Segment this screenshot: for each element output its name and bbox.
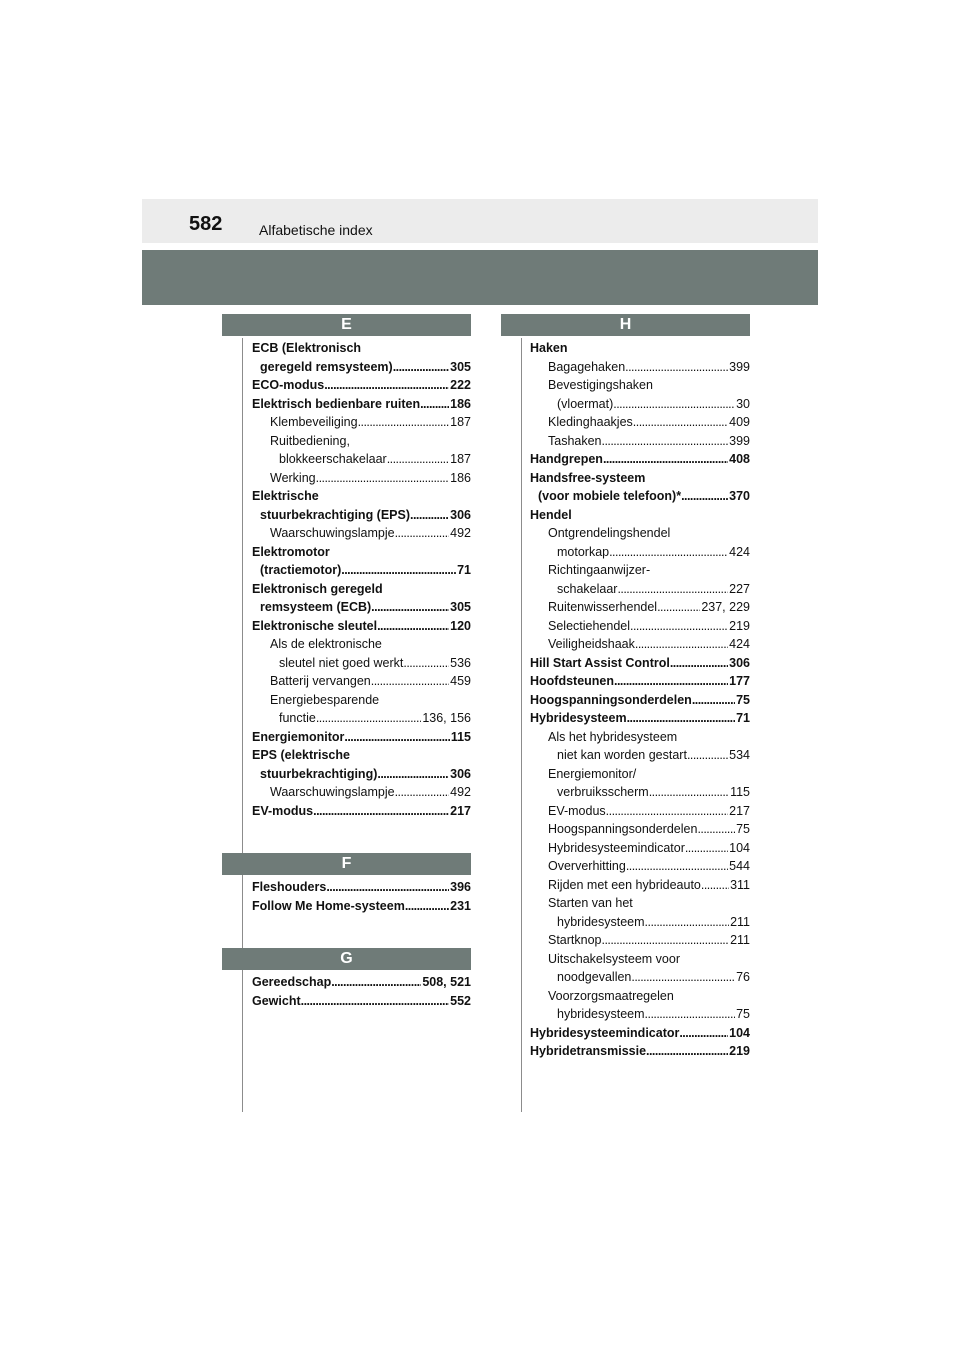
entry-page: 305 (450, 600, 471, 614)
leader-dots (631, 968, 735, 987)
leader-dots (633, 413, 728, 432)
entry-term: Uitschakelsysteem voor (548, 951, 680, 966)
leader-dots (420, 395, 449, 414)
index-entry (252, 635, 471, 654)
page-title: Alfabetische index (259, 222, 373, 238)
entry-page: 177 (729, 674, 750, 688)
section-h (501, 314, 750, 1061)
entry-page: 187 (450, 452, 471, 466)
entry-term: Werking (270, 470, 316, 485)
entry-term: Hoogspanningsonderdelen (530, 692, 692, 707)
leader-dots (645, 913, 730, 932)
index-entry (252, 395, 471, 414)
entry-term: Handsfree-systeem (530, 470, 646, 485)
index-entry (530, 598, 750, 617)
leader-dots (395, 783, 450, 802)
entry-term: noodgevallen (557, 970, 632, 984)
leader-dots (635, 635, 728, 654)
leader-dots (301, 992, 450, 1011)
entry-term: stuurbekrachtiging (EPS) (260, 507, 411, 522)
entry-page: 534 (729, 748, 750, 762)
index-entry (530, 746, 750, 765)
index-entry (530, 543, 750, 562)
entry-list (222, 878, 471, 915)
entry-page: 211 (730, 933, 750, 947)
entry-page: 306 (450, 507, 471, 522)
leader-dots (617, 580, 728, 599)
entry-term: Selectiehendel (548, 618, 631, 633)
index-entry (530, 654, 750, 673)
entry-page: 306 (729, 655, 750, 670)
entry-term: Als het hybridesysteem (548, 729, 678, 744)
entry-term: verbruiksscherm (557, 785, 649, 799)
entry-page: 115 (450, 729, 471, 744)
leader-dots (670, 654, 728, 673)
entry-term: blokkeerschakelaar (279, 452, 387, 466)
entry-term: Oververhitting (548, 859, 626, 873)
leader-dots (646, 1042, 728, 1061)
entry-term: Elektrische (252, 489, 319, 503)
entry-term: ECO-modus (252, 378, 325, 392)
entry-term: geregeld remsysteem) (260, 359, 393, 374)
index-entry (530, 894, 750, 913)
index-entry (252, 358, 471, 377)
section-letter: G (222, 948, 471, 970)
index-entry (530, 913, 750, 932)
leader-dots (697, 820, 735, 839)
index-entry (252, 561, 471, 580)
entry-term: motorkap (557, 544, 610, 559)
entry-page: 311 (730, 877, 750, 892)
entry-term: Rijden met een hybrideauto (548, 877, 701, 892)
entry-term: EV-modus (252, 803, 314, 818)
entry-term: EV-modus (548, 803, 606, 818)
entry-page: 396 (450, 880, 471, 894)
index-entry (530, 635, 750, 654)
index-entry (530, 839, 750, 858)
leader-dots (602, 432, 729, 451)
entry-term: Als de elektronische (270, 637, 382, 651)
index-entry (530, 487, 750, 506)
index-entry (530, 395, 750, 414)
leader-dots (603, 450, 728, 469)
entry-term: Startknop (548, 933, 602, 947)
index-entry (252, 992, 471, 1011)
leader-dots (316, 469, 450, 488)
leader-dots (606, 802, 728, 821)
index-entry (252, 487, 471, 506)
leader-dots (649, 783, 729, 802)
entry-term: Follow Me Home-systeem (252, 898, 405, 913)
entry-page: 75 (736, 1007, 750, 1021)
entry-term: (voor mobiele telefoon)* (538, 489, 682, 503)
index-entry (530, 617, 750, 636)
index-entry (530, 450, 750, 469)
entry-term: Hybridesysteemindicator (530, 1025, 680, 1040)
entry-term: Waarschuwingslampje (270, 526, 395, 540)
entry-page: 104 (729, 840, 750, 855)
entry-page: 75 (736, 822, 750, 836)
entry-term: Ruitenwisserhendel (548, 600, 658, 614)
entry-page: 217 (729, 803, 750, 818)
entry-page: 536 (450, 655, 471, 670)
index-entry (530, 432, 750, 451)
entry-page: 237, 229 (701, 600, 750, 614)
leader-dots (344, 728, 449, 747)
entry-term: (tractiemotor) (260, 563, 342, 577)
page-header (142, 199, 818, 243)
leader-dots (324, 376, 449, 395)
entry-page: 399 (729, 359, 750, 374)
entry-term: Waarschuwingslampje (270, 785, 395, 799)
entry-page: 217 (450, 803, 471, 818)
index-entry (530, 765, 750, 784)
entry-term: Gereedschap (252, 975, 332, 989)
leader-dots (679, 1024, 728, 1043)
entry-term: schakelaar (557, 581, 618, 596)
entry-page: 211 (730, 914, 750, 929)
entry-page: 492 (450, 785, 471, 799)
entry-term: ECB (Elektronisch (252, 341, 362, 355)
entry-page: 544 (729, 859, 750, 873)
entry-page: 399 (729, 433, 750, 448)
entry-term: sleutel niet goed werkt (279, 655, 404, 670)
entry-term: Elektrisch bedienbare ruiten (252, 396, 421, 411)
entry-term: Kledinghaakjes (548, 415, 633, 429)
entry-term: Elektronische sleutel (252, 618, 378, 633)
entry-term: Elektromotor (252, 544, 330, 559)
leader-dots (358, 413, 450, 432)
index-entry (530, 1005, 750, 1024)
entry-term: Haken (530, 341, 568, 355)
entry-page: 222 (450, 378, 471, 392)
index-entry (252, 524, 471, 543)
leader-dots (614, 672, 728, 691)
header-band (142, 250, 818, 305)
entry-term: Hybridesysteemindicator (548, 840, 685, 855)
entry-term: Klembeveiliging (270, 415, 358, 429)
leader-dots (377, 617, 449, 636)
leader-dots (626, 857, 728, 876)
entry-page: 219 (729, 618, 750, 633)
entry-list (501, 339, 750, 1061)
entry-page: 136, 156 (422, 711, 471, 725)
leader-dots (371, 672, 449, 691)
entry-page: 408 (729, 452, 750, 466)
leader-dots (313, 802, 449, 821)
index-entry (530, 783, 750, 802)
index-entry (530, 1024, 750, 1043)
index-entry (530, 820, 750, 839)
index-column-left (222, 314, 471, 1010)
entry-term: Gewicht (252, 993, 301, 1008)
entry-term: Hill Start Assist Control (530, 655, 670, 670)
entry-page: 305 (450, 359, 471, 374)
leader-dots (602, 931, 730, 950)
index-entry (252, 691, 471, 710)
entry-term: Richtingaanwijzer- (548, 563, 651, 577)
entry-page: 219 (729, 1044, 750, 1058)
index-entry (530, 561, 750, 580)
leader-dots (405, 897, 449, 916)
index-entry (530, 358, 750, 377)
leader-dots (395, 524, 450, 543)
entry-term: Hendel (530, 507, 572, 522)
index-entry (252, 709, 471, 728)
index-entry (530, 469, 750, 488)
index-entry (252, 765, 471, 784)
entry-term: remsysteem (ECB) (260, 600, 372, 614)
index-entry (530, 931, 750, 950)
leader-dots (341, 561, 456, 580)
entry-page: 186 (450, 396, 471, 411)
entry-page: 370 (729, 489, 750, 503)
leader-dots (685, 839, 728, 858)
leader-dots (625, 358, 728, 377)
entry-page: 71 (457, 563, 471, 577)
entry-page: 76 (736, 970, 750, 984)
index-entry (252, 973, 471, 992)
entry-term: Voorzorgsmaatregelen (548, 988, 674, 1003)
index-entry (252, 728, 471, 747)
index-entry (530, 950, 750, 969)
entry-term: Fleshouders (252, 880, 327, 894)
leader-dots (645, 1005, 736, 1024)
leader-dots (692, 691, 735, 710)
entry-page: 424 (729, 637, 750, 651)
entry-page: 306 (450, 766, 471, 781)
index-entry (252, 339, 471, 358)
entry-page: 71 (736, 711, 750, 725)
entry-page: 227 (729, 581, 750, 596)
entry-list (222, 339, 471, 820)
index-entry (252, 506, 471, 525)
entry-page: 231 (450, 898, 471, 913)
leader-dots (681, 487, 728, 506)
entry-page: 30 (736, 396, 750, 411)
leader-dots (387, 450, 449, 469)
index-entry (530, 672, 750, 691)
leader-dots (609, 543, 728, 562)
entry-term: hybridesysteem (557, 1007, 645, 1021)
leader-dots (316, 709, 421, 728)
index-entry (252, 783, 471, 802)
entry-page: 552 (450, 993, 471, 1008)
leader-dots (377, 765, 449, 784)
page-number: 582 (189, 213, 223, 235)
entry-list (222, 973, 471, 1010)
index-entry (252, 617, 471, 636)
entry-term: Bevestigingshaken (548, 378, 653, 392)
index-entry (530, 524, 750, 543)
entry-term: Energiebesparende (270, 692, 380, 707)
section-e (222, 314, 471, 820)
entry-term: Handgrepen (530, 452, 603, 466)
index-entry (530, 506, 750, 525)
entry-term: Elektronisch geregeld (252, 581, 383, 596)
index-entry (530, 413, 750, 432)
entry-term: stuurbekrachtiging) (260, 766, 378, 781)
leader-dots (701, 876, 729, 895)
leader-dots (371, 598, 449, 617)
leader-dots (630, 617, 728, 636)
entry-page: 120 (450, 618, 471, 633)
entry-page: 492 (450, 526, 471, 540)
index-entry (252, 878, 471, 897)
entry-page: 75 (736, 692, 750, 707)
index-entry (252, 376, 471, 395)
index-entry (530, 376, 750, 395)
entry-term: Starten van het (548, 896, 633, 910)
leader-dots (326, 878, 449, 897)
entry-term: hybridesysteem (557, 914, 645, 929)
index-entry (252, 413, 471, 432)
index-entry (530, 1042, 750, 1061)
entry-term: (vloermat) (557, 396, 614, 411)
section-letter: H (501, 314, 750, 336)
index-entry (530, 857, 750, 876)
index-entry (252, 598, 471, 617)
entry-term: niet kan worden gestart (557, 748, 687, 762)
index-entry (252, 897, 471, 916)
entry-page: 459 (450, 674, 471, 688)
index-entry (252, 802, 471, 821)
index-entry (252, 469, 471, 488)
index-entry (530, 691, 750, 710)
entry-page: 409 (729, 415, 750, 429)
entry-term: Hoofdsteunen (530, 674, 615, 688)
index-entry (530, 802, 750, 821)
leader-dots (331, 973, 421, 992)
entry-term: Hoogspanningsonderdelen (548, 822, 698, 836)
leader-dots (613, 395, 735, 414)
entry-term: Ontgrendelingshendel (548, 526, 671, 540)
entry-term: Hybridesysteem (530, 711, 627, 725)
section-letter: F (222, 853, 471, 875)
entry-term: Tashaken (548, 433, 602, 448)
entry-term: Batterij vervangen (270, 674, 371, 688)
index-entry (252, 672, 471, 691)
entry-term: Energiemonitor (252, 729, 345, 744)
section-letter: E (222, 314, 471, 336)
entry-term: Hybridetransmissie (530, 1044, 647, 1058)
entry-term: Veiligheidshaak (548, 637, 635, 651)
index-entry (530, 709, 750, 728)
entry-page: 186 (450, 470, 471, 485)
entry-page: 104 (729, 1025, 750, 1040)
entry-term: Ruitbediening, (270, 433, 350, 448)
leader-dots (393, 358, 449, 377)
entry-term: Energiemonitor/ (548, 766, 637, 781)
index-entry (530, 987, 750, 1006)
index-entry (530, 968, 750, 987)
section-g (222, 948, 471, 1010)
index-entry (530, 876, 750, 895)
index-entry (252, 654, 471, 673)
entry-page: 508, 521 (422, 975, 471, 989)
entry-term: EPS (elektrische (252, 748, 350, 762)
entry-page: 187 (450, 415, 471, 429)
index-entry (252, 543, 471, 562)
index-entry (530, 728, 750, 747)
entry-term: functie (279, 711, 316, 725)
leader-dots (410, 506, 449, 525)
entry-page: 115 (730, 785, 750, 799)
leader-dots (657, 598, 700, 617)
index-entry (252, 432, 471, 451)
index-entry (252, 746, 471, 765)
index-entry (530, 580, 750, 599)
index-entry (252, 580, 471, 599)
entry-term: Bagagehaken (548, 359, 626, 374)
entry-page: 424 (729, 544, 750, 559)
index-column-right (501, 314, 750, 1061)
leader-dots (627, 709, 736, 728)
leader-dots (403, 654, 449, 673)
section-f (222, 853, 471, 915)
leader-dots (687, 746, 728, 765)
index-entry (530, 339, 750, 358)
index-entry (252, 450, 471, 469)
